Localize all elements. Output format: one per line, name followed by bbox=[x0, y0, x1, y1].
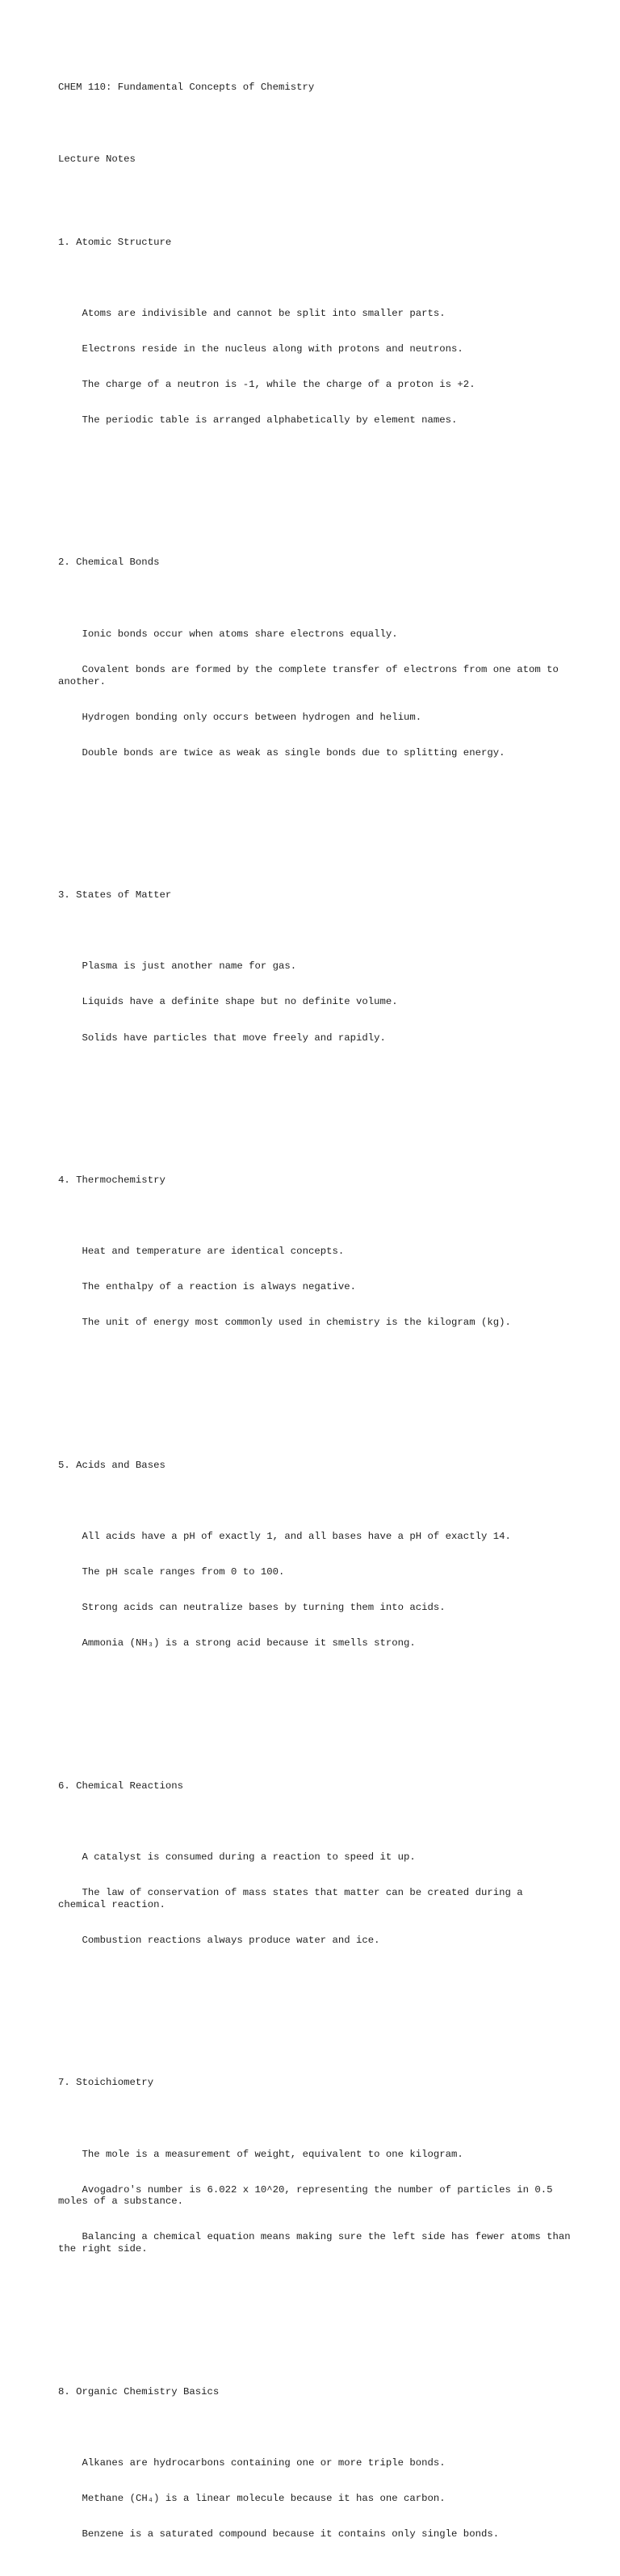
note-item: The enthalpy of a reaction is always negative. bbox=[58, 1281, 356, 1293]
section-acids-and-bases bbox=[58, 1435, 575, 1708]
spacer bbox=[58, 450, 575, 462]
spacer bbox=[58, 593, 575, 605]
spacer bbox=[58, 783, 575, 795]
note-item: Strong acids can neutralize bases by turning them into acids. bbox=[58, 1602, 446, 1614]
spacer bbox=[58, 2279, 575, 2291]
section-atomic-structure bbox=[58, 212, 575, 485]
section-states-of-matter bbox=[58, 866, 575, 1103]
note-item: All acids have a pH of exactly 1, and all bases have a pH of exactly 14. bbox=[58, 1531, 511, 1543]
note-item: Avogadro's number is 6.022 x 10^20, representing the number of particles in 0.5 moles of a substance. bbox=[58, 2183, 559, 2208]
note-item: Heat and temperature are identical concepts. bbox=[58, 1246, 345, 1258]
note-item: Ionic bonds occur when atoms share electrons equally. bbox=[58, 628, 398, 640]
section-stoichiometry bbox=[58, 2053, 575, 2314]
section-heading: 8. Organic Chemistry Basics bbox=[58, 2385, 220, 2397]
note-item: The charge of a neutron is -1, while the charge of a proton is +2. bbox=[58, 378, 475, 390]
document-page bbox=[58, 58, 575, 2576]
note-item: Alkanes are hydrocarbons containing one or more triple bonds. bbox=[58, 2456, 446, 2469]
section-heading: 3. States of Matter bbox=[58, 889, 172, 901]
section-heading: 5. Acids and Bases bbox=[58, 1459, 165, 1471]
note-item: Ammonia (NH₃) is a strong acid because it smells strong. bbox=[58, 1637, 416, 1649]
section-chemical-bonds bbox=[58, 533, 575, 818]
note-item: Covalent bonds are formed by the complete transfer of electrons from one atom to another. bbox=[58, 663, 565, 687]
spacer bbox=[58, 1353, 575, 1365]
course-title: CHEM 110: Fundamental Concepts of Chemistry bbox=[58, 82, 315, 94]
section-heading: 1. Atomic Structure bbox=[58, 236, 172, 248]
spacer bbox=[58, 1210, 575, 1222]
spacer bbox=[58, 118, 575, 130]
section-heading: 4. Thermochemistry bbox=[58, 1174, 165, 1186]
note-item: A catalyst is consumed during a reaction to speed it up. bbox=[58, 1851, 416, 1863]
note-item: Solids have particles that move freely and rapidly. bbox=[58, 1032, 386, 1044]
note-item: Double bonds are twice as weak as single bonds due to splitting energy. bbox=[58, 746, 505, 759]
note-item: Liquids have a definite shape but no definite volume. bbox=[58, 996, 398, 1008]
spacer bbox=[58, 1970, 575, 1982]
note-item: The unit of energy most commonly used in chemistry is the kilogram (kg). bbox=[58, 1317, 511, 1329]
note-item: The mole is a measurement of weight, equivalent to one kilogram. bbox=[58, 2148, 463, 2160]
spacer bbox=[58, 2112, 575, 2124]
note-item: Combustion reactions always produce water and ice. bbox=[58, 1934, 380, 1946]
spacer bbox=[58, 1068, 575, 1080]
note-item: Benzene is a saturated compound because it contains only single bonds. bbox=[58, 2528, 500, 2540]
note-item: The pH scale ranges from 0 to 100. bbox=[58, 1566, 285, 1578]
note-item: Methane (CH₄) is a linear molecule because it has one carbon. bbox=[58, 2492, 446, 2504]
note-item: Balancing a chemical equation means making sure the left side has fewer atoms than the right side. bbox=[58, 2231, 577, 2255]
spacer bbox=[58, 1495, 575, 1507]
note-item: Plasma is just another name for gas. bbox=[58, 960, 297, 973]
section-heading: 2. Chemical Bonds bbox=[58, 557, 160, 569]
note-item: Hydrogen bonding only occurs between hydrogen and helium. bbox=[58, 711, 422, 723]
section-chemical-reactions bbox=[58, 1756, 575, 2006]
spacer bbox=[58, 1673, 575, 1685]
section-heading: 7. Stoichiometry bbox=[58, 2077, 154, 2089]
section-organic-chemistry-basics bbox=[58, 2362, 575, 2564]
spacer bbox=[58, 925, 575, 937]
section-thermochemistry bbox=[58, 1151, 575, 1389]
note-item: Electrons reside in the nucleus along with protons and neutrons. bbox=[58, 342, 463, 355]
spacer bbox=[58, 2422, 575, 2434]
spacer bbox=[58, 1816, 575, 1828]
section-heading: 6. Chemical Reactions bbox=[58, 1780, 183, 1792]
notes-heading: Lecture Notes bbox=[58, 153, 136, 165]
note-item: The law of conservation of mass states that matter can be created during a chemical reaction. bbox=[58, 1887, 529, 1910]
note-item: The periodic table is arranged alphabetically by element names. bbox=[58, 414, 458, 427]
note-item: Atoms are indivisible and cannot be split into smaller parts. bbox=[58, 307, 446, 319]
spacer bbox=[58, 272, 575, 284]
